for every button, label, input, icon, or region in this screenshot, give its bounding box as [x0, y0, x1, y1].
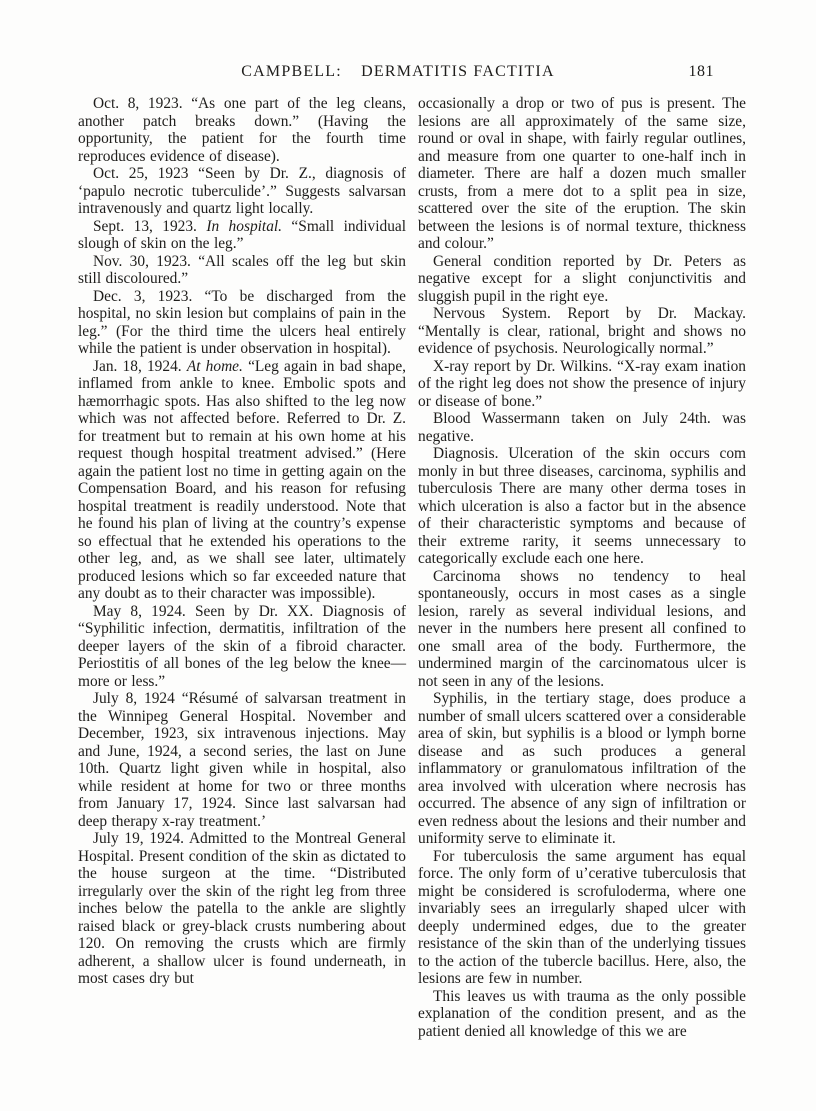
paragraph: Blood Wassermann taken on July 24th. was negative.: [418, 410, 746, 445]
paragraph: Jan. 18, 1924. At home. “Leg again in bad shape, inflamed from ankle to knee. Embolic spots and hæmorrhagic spots. Has also shifted to the leg now which was not affected before. Referred to Dr. Z. for treatment but to remain at his own home at his request though hospital treatment advised.” (Here again the patient lost no time in getting again on the Compensation Board, and his reason for refusing hospital treatment is readily understood. Note that he found his plan of living at the country’s expense so effectual that he extended his operations to the other leg, and, as we shall see later, ultimately produced lesions which so far exceeded nature that any doubt as to their character was impossible).: [78, 357, 406, 602]
running-head-title: DERMATITIS FACTITIA: [361, 63, 555, 80]
paragraph: Oct. 25, 1923 “Seen by Dr. Z., diagnosis of ‘papulo necrotic tuberculide’.” Suggests salvarsan intravenously and quartz light locally.: [78, 165, 406, 217]
page-number: 181: [688, 63, 714, 80]
paragraph: Sept. 13, 1923. In hospital. “Small individual slough of skin on the leg.”: [78, 217, 407, 252]
paragraph: This leaves us with trauma as the only possible explanation of the condition present, and as the patient denied all knowledge of this we are: [418, 987, 746, 1040]
paragraph: For tuberculosis the same argument has equal force. The only form of u’cerative tuberculosis that might be considered is scrofuloderma, where one invariably sees an irregularly shaped ulcer with deeply undermined edges, due to the greater resistance of the skin than of the underlying tissues to the action of the tubercle bacillus. Here, also, the lesions are few in number.: [418, 847, 746, 987]
paragraph: Nervous System. Report by Dr. Mackay. “Mentally is clear, rational, bright and shows no evidence of psychosis. Neurologically normal.”: [418, 305, 746, 357]
column-left: [78, 95, 406, 1040]
italic-phrase: At home.: [186, 357, 243, 375]
paragraph: May 8, 1924. Seen by Dr. XX. Diagnosis of “Syphilitic infection, dermatitis, infiltration of the deeper layers of the skin of a fibroid character. Periostitis of all bones of the leg below the knee—more or less.”: [78, 602, 406, 690]
paragraph: Syphilis, in the tertiary stage, does produce a number of small ulcers scattered over a considerable area of skin, but syphilis is a blood or lymph borne disease and as such produces a general inflammatory or granulomatous infiltration of the area involved with ulceration where necrosis has occurred. The absence of any sign of infiltration or even redness about the lesions and their number and uniformity serve to eliminate it.: [418, 690, 746, 847]
running-head-author: CAMPBELL:: [241, 63, 342, 80]
paragraph: General condition reported by Dr. Peters as negative except for a slight conjunctivitis and sluggish pupil in the right eye.: [418, 252, 746, 305]
paragraph: Oct. 8, 1923. “As one part of the leg cleans, another patch breaks down.” (Having the opportunity, the patient for the fourth time reproduces evidence of disease).: [78, 95, 406, 165]
paragraph: Carcinoma shows no tendency to heal spontaneously, occurs in most cases as a single lesion, rarely as several individual lesions, and never in the numbers here present all confined to one small area of the body. Furthermore, the undermined margin of the carcinomatous ulcer is not seen in any of the lesions.: [418, 567, 746, 690]
paragraph: July 8, 1924 “Résumé of salvarsan treatment in the Winnipeg General Hospital. November and December, 1923, six intravenous injections. May and June, 1924, a second series, the last on June 10th. Quartz light given while in hospital, also while resident at home for two or three months from January 17, 1924. Since last salvarsan had deep therapy x-ray treatment.’: [78, 690, 406, 830]
article-body: [78, 95, 746, 1040]
column-right: [418, 95, 746, 1040]
paragraph: July 19, 1924. Admitted to the Montreal General Hospital. Present condition of the skin as dictated to the house surgeon at the time. “Distributed irregularly over the skin of the right leg from three inches below the patella to the ankle are slightly raised black or grey-black crusts numbering about 120. On removing the crusts which are firmly adherent, a shallow ulcer is found underneath, in most cases dry but: [78, 830, 406, 987]
italic-phrase: In hospital.: [206, 217, 283, 235]
paragraph: Dec. 3, 1923. “To be discharged from the hospital, no skin lesion but complains of pain in the leg.” (For the third time the ulcers heal entirely while the patient is under observation in hospital).: [78, 287, 406, 357]
paragraph: X-ray report by Dr. Wilkins. “X-ray exam ination of the right leg does not show the presence of injury or disease of bone.”: [418, 357, 746, 410]
paragraph: occasionally a drop or two of pus is present. The lesions are all approximately of the same size, round or oval in shape, with fairly regular outlines, and measure from one quarter to one-half inch in diameter. There are half a dozen much smaller crusts, from a mere dot to a split pea in size, scattered over the site of the eruption. The skin between the lesions is of normal texture, thickness and colour.”: [418, 95, 746, 252]
paragraph: Nov. 30, 1923. “All scales off the leg but skin still discoloured.”: [78, 252, 406, 287]
running-head: [78, 63, 718, 81]
paragraph: Diagnosis. Ulceration of the skin occurs com monly in but three diseases, carcinoma, syphilis and tuberculosis There are many other derma toses in which ulceration is also a factor but in the absence of their characteristic symptoms and because of their extreme rarity, it seems unnecessary to categorically exclude each one here.: [418, 445, 746, 567]
